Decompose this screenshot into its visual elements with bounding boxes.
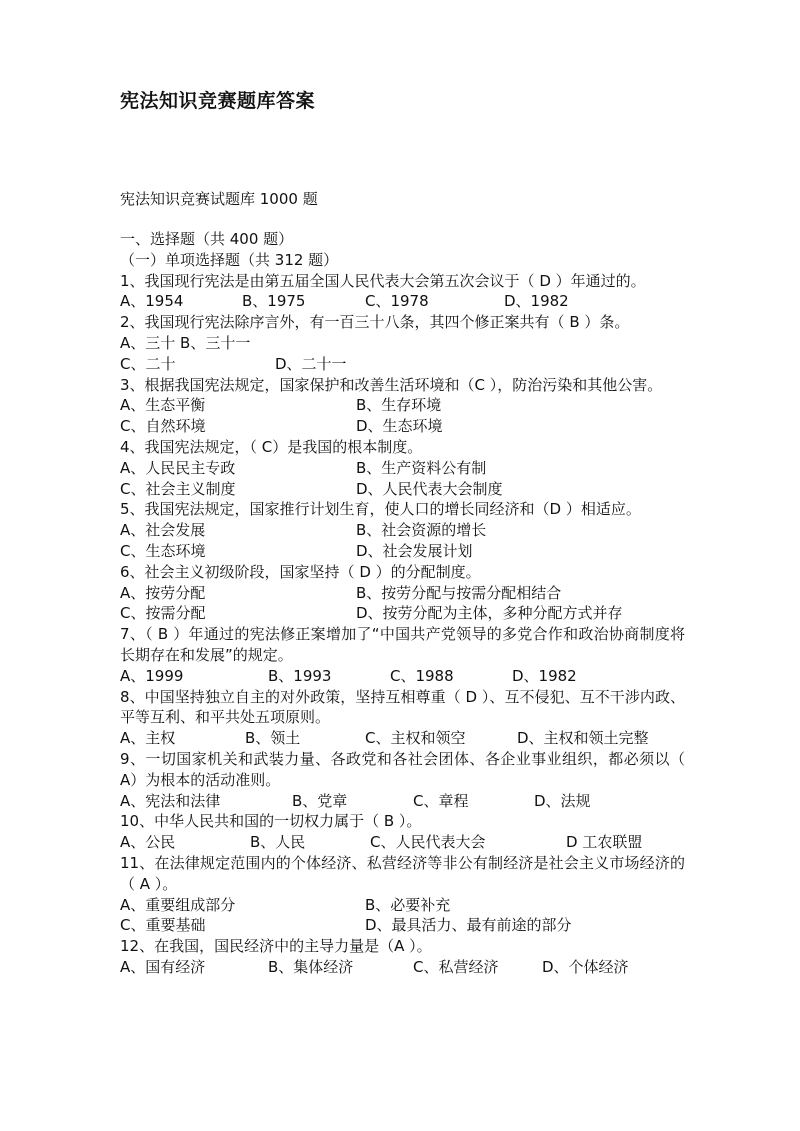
answer-option: B、1993	[268, 666, 332, 685]
question-text: 2、我国现行宪法除序言外，有一百三十八条，其四个修正案共有（ B ）条。	[120, 313, 630, 332]
question-item	[120, 499, 685, 561]
answer-option: A、人民民主专政	[120, 458, 236, 477]
question-text: 3、根据我国宪法规定，国家保护和改善生活环境和（C ），防治污染和其他公害。	[120, 375, 663, 394]
options-row	[120, 458, 685, 479]
answer-option: A、宪法和法律	[120, 791, 221, 810]
question-item	[120, 687, 685, 749]
answer-option: B、按劳分配与按需分配相结合	[356, 583, 562, 602]
answer-option: C、1978	[365, 292, 429, 311]
answer-option: C、私营经济	[413, 957, 499, 976]
answer-option: C、人民代表大会	[370, 833, 486, 852]
options-row	[120, 728, 685, 749]
answer-option: A、生态平衡	[120, 396, 206, 415]
answer-option: B、生产资料公有制	[356, 458, 487, 477]
question-item	[120, 749, 685, 811]
section-heading: 一、选择题（共 400 题）	[120, 230, 294, 248]
answer-option: C、社会主义制度	[120, 479, 236, 498]
question-text: 10、中华人民共和国的一切权力属于（ B ）。	[120, 812, 422, 831]
answer-option: A、主权	[120, 729, 176, 748]
question-text: 8、中国坚持独立自主的对外政策，坚持互相尊重（ D ）、互不侵犯、互不干涉内政、平等互利、和平共处五项原则。	[120, 687, 685, 727]
answer-option: C、生态环境	[120, 541, 206, 560]
answer-option: D、个体经济	[542, 957, 629, 976]
question-text: 5、我国宪法规定，国家推行计划生育，使人口的增长同经济和（D ）相适应。	[120, 500, 641, 519]
answer-option: C、重要基础	[120, 916, 206, 935]
subsection-heading: （一）单项选择题（共 312 题）	[120, 250, 339, 269]
answer-option: B、领土	[245, 729, 301, 748]
question-text: 12、在我国，国民经济中的主导力量是（A ）。	[120, 937, 432, 956]
question-item	[120, 811, 685, 853]
options-row	[120, 541, 685, 562]
answer-option: C、按需分配	[120, 604, 206, 623]
question-list	[120, 229, 685, 978]
answer-option: B、人民	[250, 833, 306, 852]
answer-option: B、集体经济	[268, 957, 354, 976]
answer-option: B、生存环境	[356, 396, 442, 415]
answer-option: C、章程	[413, 791, 469, 810]
answer-option: A、按劳分配	[120, 583, 206, 602]
answer-option: B、党章	[292, 791, 348, 810]
answer-option: D、主权和领土完整	[517, 729, 649, 748]
options-row	[120, 395, 685, 416]
options-row	[120, 416, 685, 437]
question-text: 11、在法律规定范围内的个体经济、私营经济等非公有制经济是社会主义市场经济的（ A ）。	[120, 853, 685, 893]
question-item	[120, 562, 685, 624]
answer-option: B、社会资源的增长	[356, 521, 487, 540]
options-row	[120, 354, 685, 375]
options-row	[120, 291, 685, 312]
page-title: 宪法知识竞赛题库答案	[120, 90, 316, 112]
options-row	[120, 603, 685, 624]
options-row	[120, 583, 685, 604]
options-row	[120, 957, 685, 978]
question-item	[120, 853, 685, 936]
answer-option: D、人民代表大会制度	[356, 479, 503, 498]
answer-option: B、必要补充	[365, 895, 451, 914]
answer-option: A、社会发展	[120, 521, 206, 540]
answer-option: D、1982	[504, 292, 569, 311]
answer-option: C、二十	[120, 354, 176, 373]
answer-option: A、1954	[120, 292, 184, 311]
question-text: 6、社会主义初级阶段，国家坚持（ D ）的分配制度。	[120, 562, 481, 581]
options-row	[120, 666, 685, 687]
answer-option: C、主权和领空	[365, 729, 466, 748]
options-row	[120, 333, 685, 354]
answer-option: A、重要组成部分	[120, 895, 236, 914]
answer-option: D、二十一	[275, 354, 347, 373]
question-item	[120, 624, 685, 686]
questions-container	[120, 271, 685, 978]
answer-option: D、社会发展计划	[356, 541, 473, 560]
question-item	[120, 437, 685, 499]
question-item	[120, 271, 685, 313]
answer-option: C、1988	[390, 666, 454, 685]
answer-option: A、国有经济	[120, 957, 206, 976]
options-row	[120, 520, 685, 541]
question-item	[120, 936, 685, 978]
answer-option: A、1999	[120, 666, 184, 685]
answer-option: A、三十 B、三十一	[120, 333, 251, 352]
answer-option: A、公民	[120, 833, 176, 852]
question-text: 1、我国现行宪法是由第五届全国人民代表大会第五次会议于（ D ）年通过的。	[120, 271, 646, 290]
answer-option: C、自然环境	[120, 417, 206, 436]
question-item	[120, 375, 685, 437]
options-row	[120, 832, 685, 853]
answer-option: D 工农联盟	[566, 833, 643, 852]
subtitle: 宪法知识竞赛试题库 1000 题	[120, 190, 318, 208]
answer-option: D、1982	[512, 666, 577, 685]
options-row	[120, 895, 685, 916]
question-text: 4、我国宪法规定，（ C）是我国的根本制度。	[120, 437, 423, 456]
answer-option: D、按劳分配为主体，多种分配方式并存	[356, 604, 623, 623]
answer-option: D、生态环境	[356, 417, 443, 436]
answer-option: D、最具活力、最有前途的部分	[365, 916, 572, 935]
question-text: 9、一切国家机关和武装力量、各政党和各社会团体、各企业事业组织，都必须以（ A）为根本的活动准则。	[120, 749, 685, 789]
options-row	[120, 791, 685, 812]
question-item	[120, 312, 685, 374]
answer-option: D、法规	[534, 791, 591, 810]
options-row	[120, 479, 685, 500]
question-text: 7、（ B ）年通过的宪法修正案增加了“中国共产党领导的多党合作和政治协商制度将长期存在和发展”的规定。	[120, 625, 685, 664]
answer-option: B、1975	[242, 292, 306, 311]
options-row	[120, 915, 685, 936]
